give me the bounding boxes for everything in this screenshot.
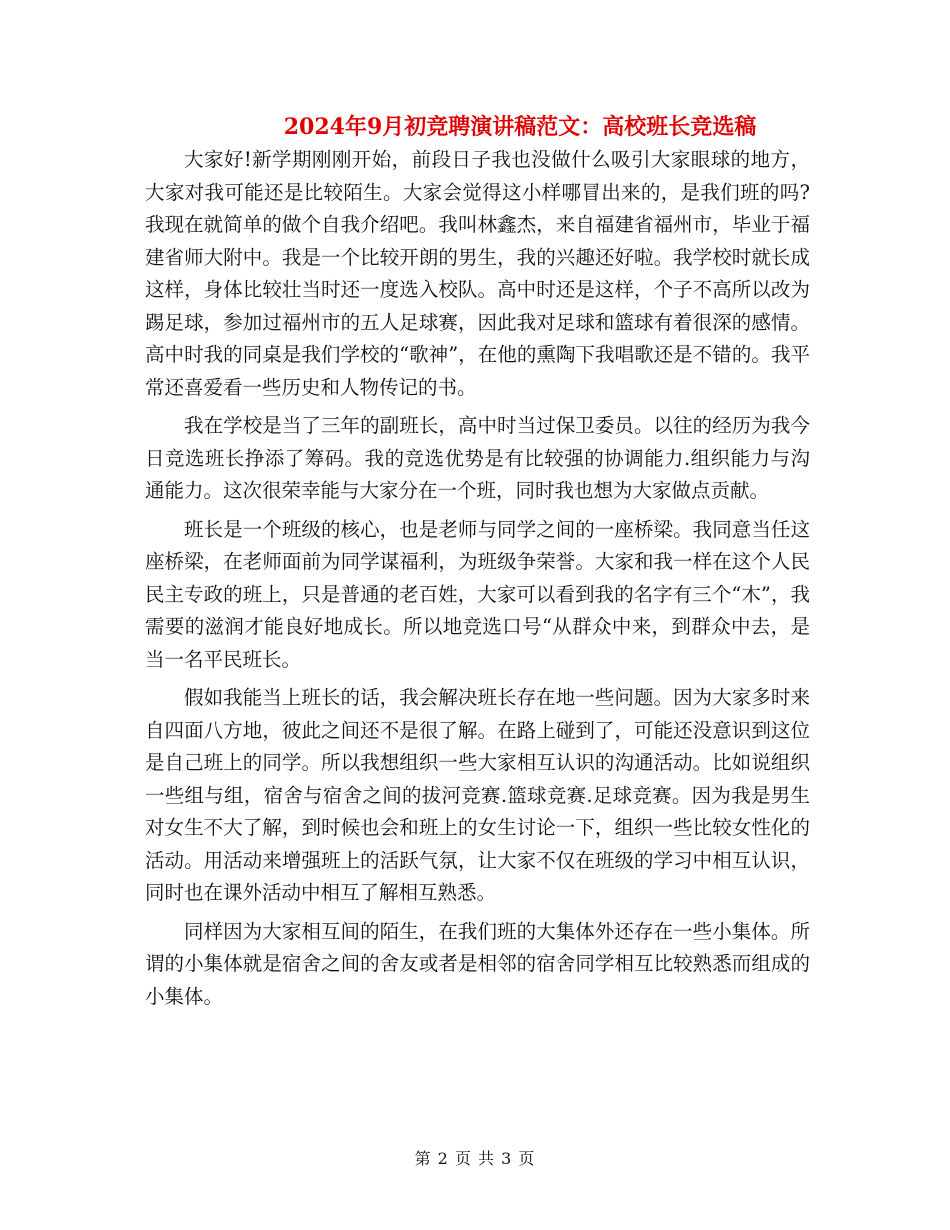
paragraph: 同样因为大家相互间的陌生，在我们班的大集体外还存在一些小集体。所谓的小集体就是宿舍之间的舍友或者是相邻的宿舍同学相互比较熟悉而组成的小集体。 (145, 919, 810, 1008)
paragraph: 假如我能当上班长的话，我会解决班长存在地一些问题。因为大家多时来自四面八方地，彼此之间还不是很了解。在路上碰到了，可能还没意识到这位是自己班上的同学。所以我想组织一些大家相互认识的沟通活动。比如说组织一些组与组，宿舍与宿舍之间的拔河竞赛.篮球竞赛.足球竞赛。因为我是男生对女生不大了解，到时候也会和班上的女生讨论一下，组织一些比较女性化的活动。用活动来增强班上的活跃气氛，让大家不仅在班级的学习中相互认识，同时也在课外活动中相互了解相互熟悉。 (145, 686, 810, 904)
document-title: 2024年9月初竞聘演讲稿范文：高校班长竞选稿 (283, 114, 757, 140)
page-number-footer: 第 2 页 共 3 页 (414, 1149, 536, 1168)
document-body (145, 144, 810, 1019)
paragraph: 班长是一个班级的核心，也是老师与同学之间的一座桥梁。我同意当任这座桥梁，在老师面前为同学谋福利，为班级争荣誉。大家和我一样在这个人民民主专政的班上，只是普通的老百姓，大家可以看到我的名字有三个“木”，我需要的滋润才能良好地成长。所以地竞选口号“从群众中来，到群众中去，是当一名平民班长。 (145, 517, 810, 671)
paragraph: 我在学校是当了三年的副班长，高中时当过保卫委员。以往的经历为我今日竞选班长挣添了筹码。我的竞选优势是有比较强的协调能力.组织能力与沟通能力。这次很荣幸能与大家分在一个班，同时我也想为大家做点贡献。 (145, 414, 810, 502)
paragraph: 大家好!新学期刚刚开始，前段日子我也没做什么吸引大家眼球的地方，大家对我可能还是比较陌生。大家会觉得这小样哪冒出来的，是我们班的吗?我现在就简单的做个自我介绍吧。我叫林鑫杰，来自福建省福州市，毕业于福建省师大附中。我是一个比较开朗的男生，我的兴趣还好啦。我学校时就长成这样，身体比较壮当时还一度选入校队。高中时还是这样，个子不高所以改为踢足球，参加过福州市的五人足球赛，因此我对足球和篮球有着很深的感情。高中时我的同桌是我们学校的“歌神”，在他的熏陶下我唱歌还是不错的。我平常还喜爱看一些历史和人物传记的书。 (145, 148, 810, 399)
